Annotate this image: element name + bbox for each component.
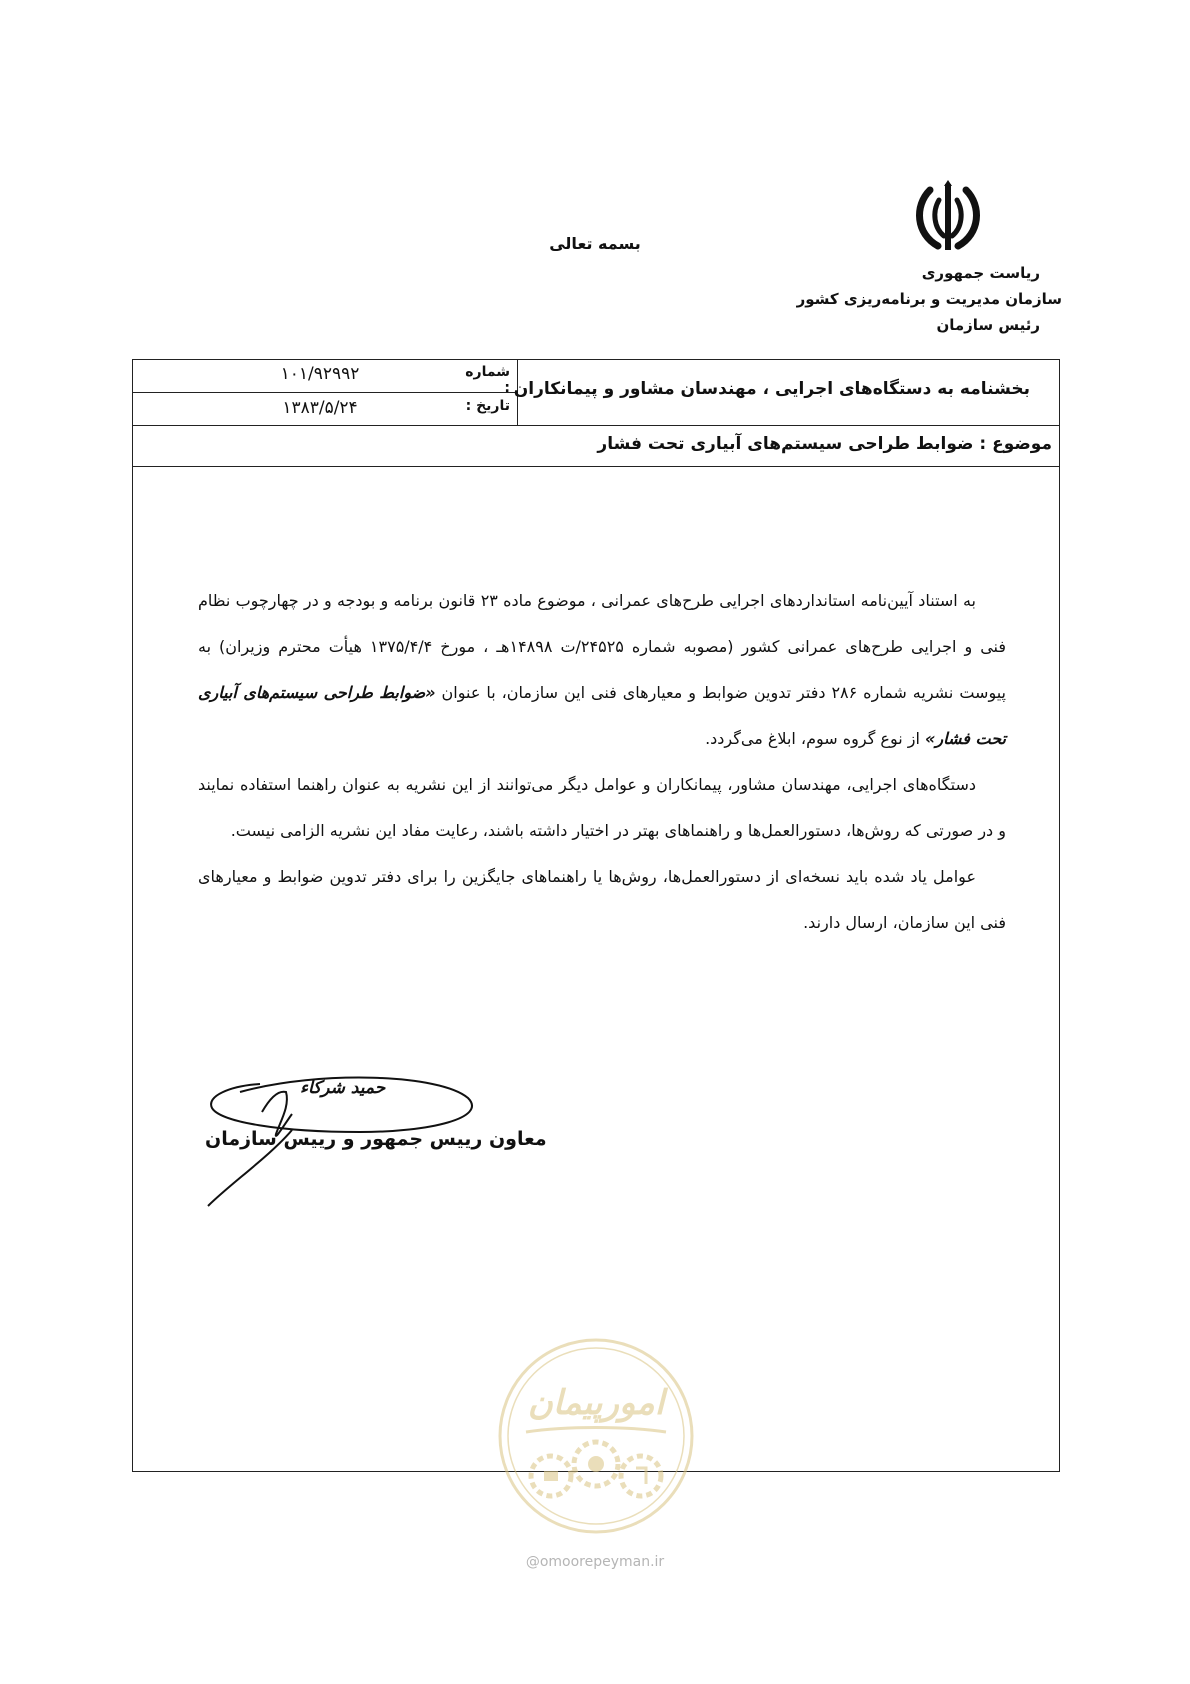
paragraph-1-end: از نوع گروه سوم، ابلاغ می‌گردد. [705, 729, 920, 748]
paragraph-2: دستگاه‌های اجرایی، مهندسان مشاور، پیمانکاران و عوامل دیگر می‌توانند از این نشریه به عنوان راهنما استفاده نمایند و در صورتی که روش‌ها، دستورالعمل‌ها و راهنماهای بهتر در اختیار داشته باشند، رعایت مفاد این نشریه الزامی نیست. [198, 775, 1006, 840]
signatory-title: معاون رییس جمهور و رییس سازمان [205, 1128, 547, 1150]
paragraph-3: عوامل یاد شده باید نسخه‌ای از دستورالعمل‌ها، روش‌ها یا راهنماهای جایگزین را برای دفتر تدوین ضوابط و معیارهای فنی این سازمان، ارسال دارند. [198, 867, 1006, 932]
paragraph-1 [198, 578, 1006, 762]
org-name: سازمان مدیریت و برنامه‌ریزی کشور [796, 290, 1062, 308]
number-value: ۱۰۱/۹۲۹۹۲ [280, 364, 360, 384]
divider [132, 466, 1060, 467]
recipients-line: بخشنامه به دستگاه‌های اجرایی ، مهندسان مشاور و پیمانکاران [513, 379, 1030, 399]
subject-line: موضوع : ضوابط طراحی سیستم‌های آبیاری تحت فشار [597, 434, 1052, 454]
watermark-seal-icon [496, 1336, 696, 1536]
publication-title: «ضوابط طراحی سیستم‌های آبیاری تحت فشار» [198, 683, 1006, 748]
signatory-name: حمید شرکاء [300, 1078, 386, 1098]
seal-text: امورپیمان [527, 1383, 665, 1423]
letter-body [198, 578, 1006, 946]
date-label: تاریخ : [465, 398, 510, 414]
org-head-title: رئیس سازمان [936, 316, 1040, 334]
watermark-website: @omoorepeyman.ir [525, 1554, 665, 1570]
number-label: شماره : [465, 364, 510, 396]
date-value: ۱۳۸۳/۵/۲۴ [282, 398, 358, 418]
paragraph-1-text: به استناد آیین‌نامه استانداردهای اجرایی طرح‌های عمرانی ، موضوع ماده ۲۳ قانون برنامه و بودجه و در چهارچوب نظام فنی و اجرایی طرح‌های عمرانی کشور (مصوبه شماره ۲۴۵۲۵/ت ۱۴۸۹۸هـ ، مورخ ۱۳۷۵/۴/۴ هیأت محترم وزیران) به پیوست نشریه شماره ۲۸۶ دفتر تدوین ضوابط و معیارهای فنی این سازمان، با عنوان [198, 591, 1007, 702]
divider [132, 425, 1060, 426]
org-presidency: ریاست جمهوری [921, 264, 1040, 282]
iran-emblem-icon [908, 178, 988, 258]
bismillah-heading: بسمه تعالی [549, 234, 641, 253]
